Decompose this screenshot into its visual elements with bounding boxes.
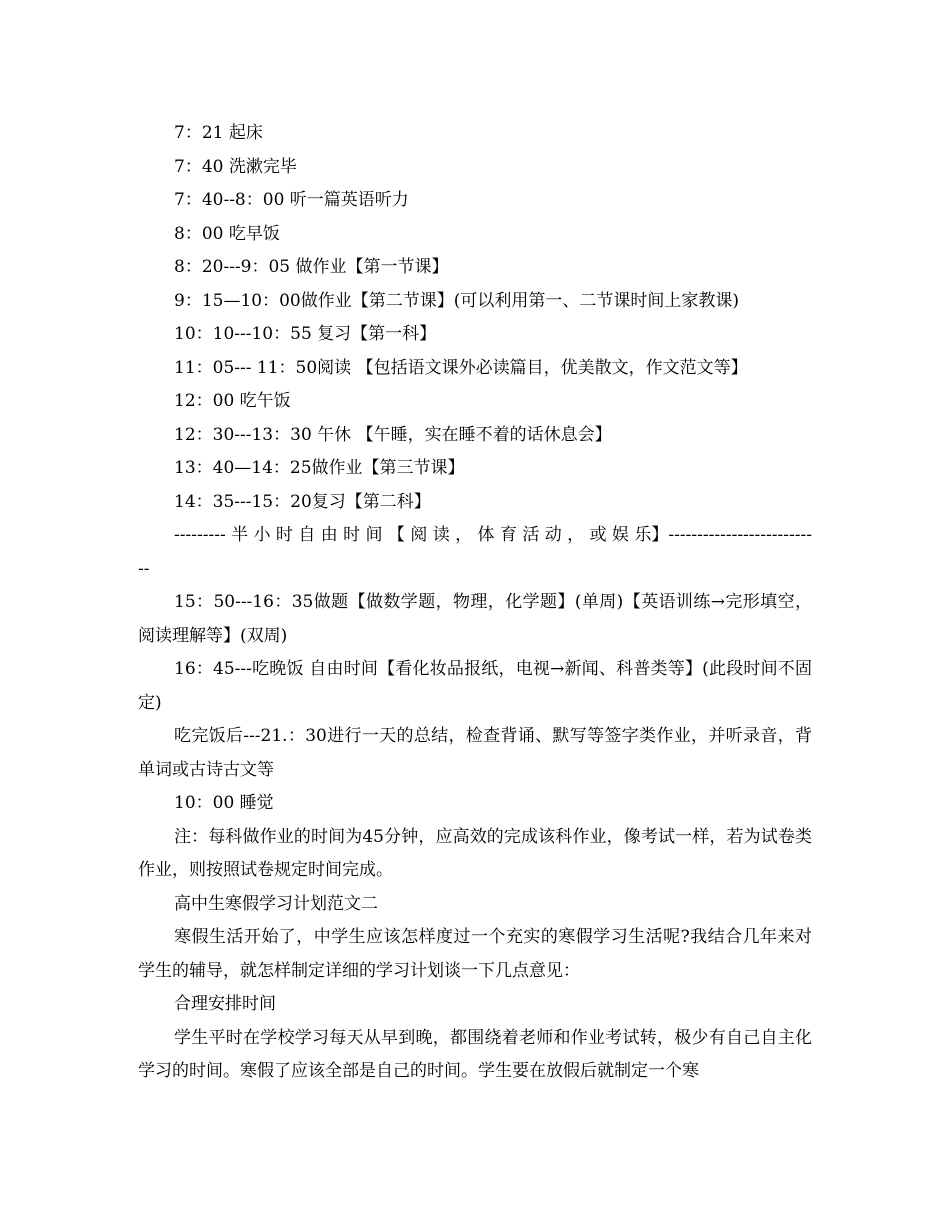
schedule-line: 15：50---16：35做题【做数学题，物理，化学题】(单周)【英语训练→完形填空，阅读理解等】(双周) bbox=[138, 592, 812, 646]
schedule-line: 12：30---13：30 午休 【午睡，实在睡不着的话休息会】 bbox=[174, 424, 612, 445]
schedule-line: 13：40—14：25做作业【第三节课】 bbox=[174, 458, 465, 478]
body-paragraph: 寒假生活开始了，中学生应该怎样度过一个充实的寒假学习生活呢?我结合几年来对学生的辅导，就怎样制定详细的学习计划谈一下几点意见： bbox=[138, 927, 812, 981]
schedule-line: 14：35---15：20复习【第二科】 bbox=[174, 491, 431, 512]
schedule-line: 吃完饭后---21.：30进行一天的总结，检查背诵、默写等签字类作业，并听录音，背单词或古诗古文等 bbox=[138, 726, 812, 780]
schedule-line: 8：00 吃早饭 bbox=[174, 223, 280, 244]
schedule-line: 7：40 洗漱完毕 bbox=[174, 156, 297, 177]
schedule-line: 16：45---吃晚饭 自由时间【看化妆品报纸，电视→新闻、科普类等】(此段时间不固定) bbox=[138, 659, 812, 713]
schedule-line: 10：00 睡觉 bbox=[174, 793, 274, 813]
schedule-line: 12：00 吃午饭 bbox=[174, 391, 291, 411]
note-paragraph: 注：每科做作业的时间为45分钟，应高效的完成该科作业，像考试一样，若为试卷类作业，则按照试卷规定时间完成。 bbox=[138, 826, 812, 880]
document-body bbox=[138, 117, 812, 1089]
body-paragraph: 学生平时在学校学习每天从早到晚，都围绕着老师和作业考试转，极少有自己自主化学习的时间。寒假了应该全部是自己的时间。学生要在放假后就制定一个寒 bbox=[138, 1027, 812, 1081]
section-heading: 高中生寒假学习计划范文二 bbox=[174, 893, 378, 914]
schedule-line: 10：10---10：55 复习【第一科】 bbox=[174, 324, 437, 344]
schedule-line: 8：20---9：05 做作业【第一节课】 bbox=[174, 257, 449, 277]
schedule-line: 7：21 起床 bbox=[174, 123, 263, 143]
schedule-line: 7：40--8：00 听一篇英语听力 bbox=[174, 190, 409, 210]
subheading: 合理安排时间 bbox=[174, 994, 276, 1014]
schedule-line: 9：15—10：00做作业【第二节课】(可以利用第一、二节课时间上家教课) bbox=[174, 290, 739, 311]
free-time-line: --------- 半 小 时 自 由 时 间 【 阅 读 ， 体 育 活 动 ， 或 娱 乐】--------------------------- bbox=[138, 525, 812, 579]
schedule-line: 11：05--- 11：50阅读 【包括语文课外必读篇目，优美散文，作文范文等】 bbox=[174, 357, 748, 378]
